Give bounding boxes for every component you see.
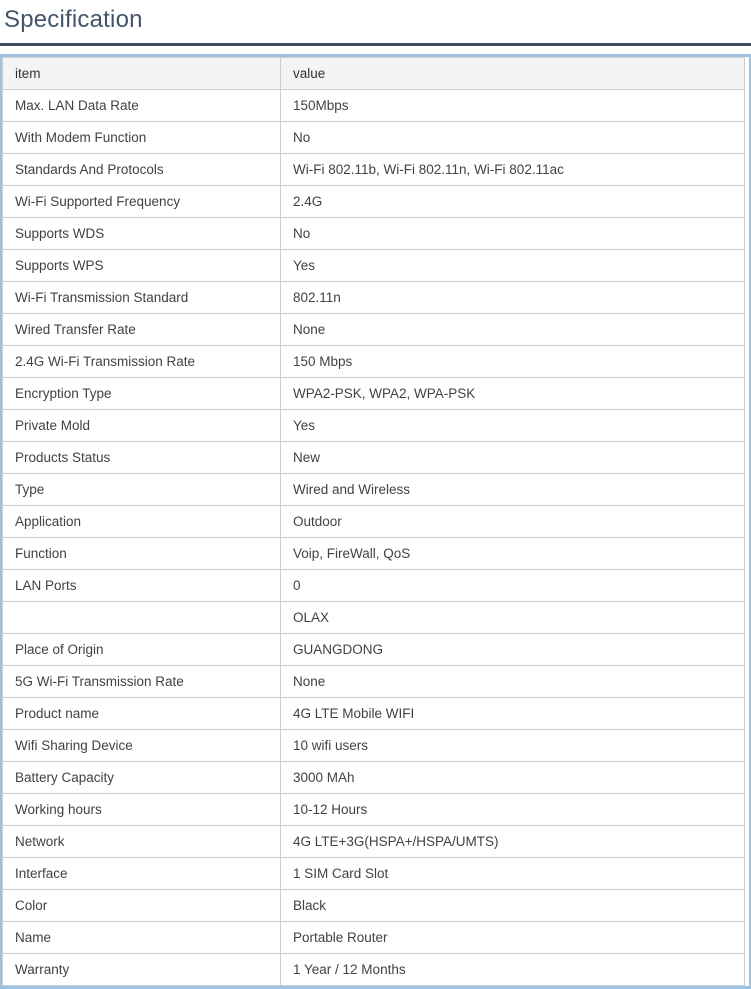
- value-cell: 150 Mbps: [281, 346, 745, 378]
- table-row: [3, 634, 745, 666]
- item-cell: Type: [3, 474, 281, 506]
- value-cell: 4G LTE Mobile WIFI: [281, 698, 745, 730]
- value-cell: None: [281, 666, 745, 698]
- table-row: [3, 762, 745, 794]
- table-row: [3, 90, 745, 122]
- value-cell: OLAX: [281, 602, 745, 634]
- table-row: [3, 346, 745, 378]
- value-cell: 10 wifi users: [281, 730, 745, 762]
- item-cell: Place of Origin: [3, 634, 281, 666]
- item-cell: Encryption Type: [3, 378, 281, 410]
- item-cell: Application: [3, 506, 281, 538]
- table-row: [3, 282, 745, 314]
- table-row: [3, 698, 745, 730]
- item-cell: Function: [3, 538, 281, 570]
- item-cell: Warranty: [3, 954, 281, 986]
- table-row: [3, 570, 745, 602]
- table-row: [3, 474, 745, 506]
- item-cell: Interface: [3, 858, 281, 890]
- item-cell: Network: [3, 826, 281, 858]
- value-cell: 1 Year / 12 Months: [281, 954, 745, 986]
- item-cell: LAN Ports: [3, 570, 281, 602]
- table-row: [3, 602, 745, 634]
- table-row: [3, 826, 745, 858]
- item-cell: 5G Wi-Fi Transmission Rate: [3, 666, 281, 698]
- value-cell: 802.11n: [281, 282, 745, 314]
- spacer: [0, 46, 751, 54]
- header-row: [3, 58, 745, 90]
- item-cell: [3, 602, 281, 634]
- column-header-item: item: [3, 58, 281, 90]
- item-cell: Wifi Sharing Device: [3, 730, 281, 762]
- value-cell: None: [281, 314, 745, 346]
- value-cell: No: [281, 122, 745, 154]
- value-cell: Portable Router: [281, 922, 745, 954]
- table-row: [3, 122, 745, 154]
- item-cell: Color: [3, 890, 281, 922]
- table-row: [3, 666, 745, 698]
- item-cell: Products Status: [3, 442, 281, 474]
- table-row: [3, 506, 745, 538]
- value-cell: No: [281, 218, 745, 250]
- table-row: [3, 538, 745, 570]
- value-cell: Outdoor: [281, 506, 745, 538]
- value-cell: Voip, FireWall, QoS: [281, 538, 745, 570]
- table-row: [3, 794, 745, 826]
- item-cell: Working hours: [3, 794, 281, 826]
- table-row: [3, 858, 745, 890]
- table-row: [3, 442, 745, 474]
- item-cell: Wi-Fi Transmission Standard: [3, 282, 281, 314]
- table-body: [3, 90, 745, 986]
- value-cell: Wired and Wireless: [281, 474, 745, 506]
- value-cell: WPA2-PSK, WPA2, WPA-PSK: [281, 378, 745, 410]
- value-cell: 10-12 Hours: [281, 794, 745, 826]
- item-cell: Supports WDS: [3, 218, 281, 250]
- item-cell: Name: [3, 922, 281, 954]
- table-row: [3, 250, 745, 282]
- value-cell: Black: [281, 890, 745, 922]
- value-cell: Yes: [281, 410, 745, 442]
- item-cell: With Modem Function: [3, 122, 281, 154]
- item-cell: Wired Transfer Rate: [3, 314, 281, 346]
- value-cell: New: [281, 442, 745, 474]
- item-cell: Battery Capacity: [3, 762, 281, 794]
- table-row: [3, 218, 745, 250]
- table-row: [3, 890, 745, 922]
- table-row: [3, 314, 745, 346]
- value-cell: 3000 MAh: [281, 762, 745, 794]
- value-cell: 2.4G: [281, 186, 745, 218]
- column-header-value: value: [281, 58, 745, 90]
- item-cell: Wi-Fi Supported Frequency: [3, 186, 281, 218]
- table-row: [3, 154, 745, 186]
- value-cell: 0: [281, 570, 745, 602]
- table-row: [3, 730, 745, 762]
- item-cell: Product name: [3, 698, 281, 730]
- page-title: Specification: [4, 6, 143, 33]
- table-row: [3, 410, 745, 442]
- value-cell: Yes: [281, 250, 745, 282]
- value-cell: 150Mbps: [281, 90, 745, 122]
- item-cell: Max. LAN Data Rate: [3, 90, 281, 122]
- value-cell: 4G LTE+3G(HSPA+/HSPA/UMTS): [281, 826, 745, 858]
- item-cell: Private Mold: [3, 410, 281, 442]
- value-cell: 1 SIM Card Slot: [281, 858, 745, 890]
- specification-table: [2, 57, 745, 986]
- item-cell: 2.4G Wi-Fi Transmission Rate: [3, 346, 281, 378]
- table-row: [3, 922, 745, 954]
- item-cell: Standards And Protocols: [3, 154, 281, 186]
- value-cell: Wi-Fi 802.11b, Wi-Fi 802.11n, Wi-Fi 802.11ac: [281, 154, 745, 186]
- item-cell: Supports WPS: [3, 250, 281, 282]
- table-header: [3, 58, 745, 90]
- table-row: [3, 378, 745, 410]
- table-row: [3, 186, 745, 218]
- specification-table-container: [0, 54, 751, 989]
- value-cell: GUANGDONG: [281, 634, 745, 666]
